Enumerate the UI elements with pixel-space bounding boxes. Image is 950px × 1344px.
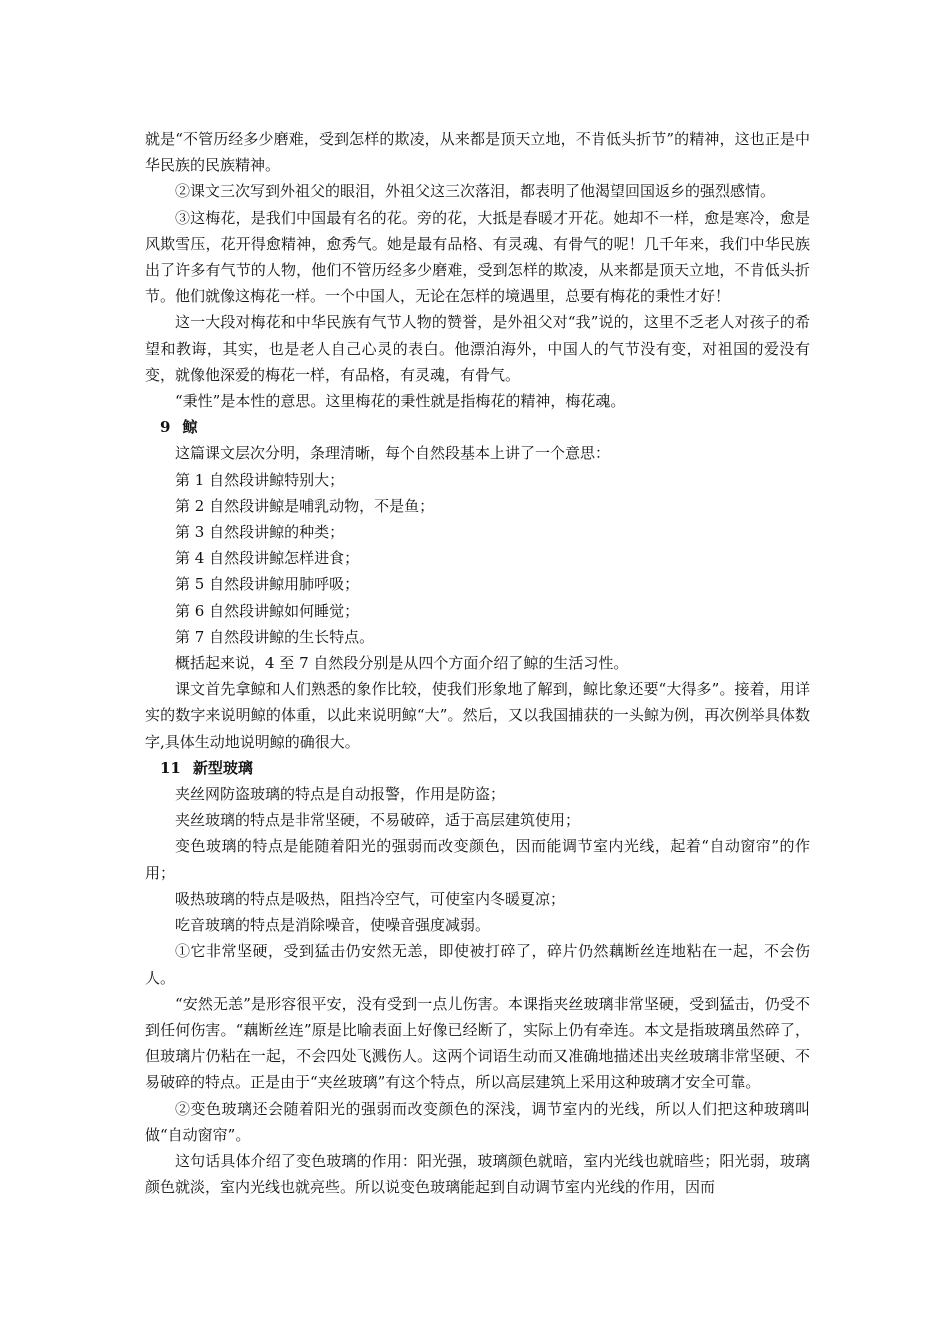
paragraph: ②变色玻璃还会随着阳光的强弱而改变颜色的深浅，调节室内的光线，所以人们把这种玻璃叫做“自动窗帘”。 xyxy=(145,1099,810,1144)
section-title: 鲸 xyxy=(182,418,198,437)
section-number: 11 xyxy=(160,758,181,777)
section-number: 9 xyxy=(160,418,171,437)
paragraph: ①它非常坚硬，受到猛击仍安然无恙，即使被打碎了，碎片仍然藕断丝连地粘在一起，不会伤人。 xyxy=(145,942,810,987)
list-item: 第 4 自然段讲鲸怎样进食； xyxy=(175,549,360,568)
section-heading-whale xyxy=(145,414,810,440)
list-item: 第 3 自然段讲鲸的种类； xyxy=(175,523,345,542)
paragraph: 吃音玻璃的特点是消除噪音，使噪音强度减弱。 xyxy=(175,916,491,935)
paragraph: 概括起来说，4 至 7 自然段分别是从四个方面介绍了鲸的生活习性。 xyxy=(175,654,629,673)
list-item: 第 5 自然段讲鲸用肺呼吸； xyxy=(175,575,360,594)
paragraph: 这一大段对梅花和中华民族有气节人物的赞誉，是外祖父对“我”说的，这里不乏老人对孩子的希望和教诲，其实，也是老人自己心灵的表白。他漂泊海外，中国人的气节没有变，对祖国的爱没有变，就像他深爱的梅花一样，有品格，有灵魂，有骨气。 xyxy=(145,313,810,384)
paragraph: 变色玻璃的特点是能随着阳光的强弱而改变颜色，因而能调节室内光线，起着“自动窗帘”的作用； xyxy=(145,837,810,882)
document-page xyxy=(145,126,810,1200)
paragraph: “秉性”是本性的意思。这里梅花的秉性就是指梅花的精神，梅花魂。 xyxy=(175,392,626,411)
paragraph: 这篇课文层次分明，条理清晰，每个自然段基本上讲了一个意思： xyxy=(175,444,611,463)
paragraph: 课文首先拿鲸和人们熟悉的象作比较，使我们形象地了解到，鲸比象还要“大得多”。接着，用详实的数字来说明鲸的体重，以此来说明鲸“大”。然后，又以我国捕获的一头鲸为例，再次例举具体数字,具体生动地说明鲸的确很大。 xyxy=(145,680,810,751)
section-heading-new-glass xyxy=(145,755,810,781)
paragraph: 夹丝网防盗玻璃的特点是自动报警，作用是防盗； xyxy=(175,785,506,804)
paragraph: “安然无恙”是形容很平安，没有受到一点儿伤害。本课指夹丝玻璃非常坚硬，受到猛击，仍受不到任何伤害。“藕断丝连”原是比喻表面上好像已经断了，实际上仍有牵连。本文是指玻璃虽然碎了，但玻璃片仍粘在一起，不会四处飞溅伤人。这两个词语生动而又准确地描述出夹丝玻璃非常坚硬、不易破碎的特点。正是由于“夹丝玻璃”有这个特点，所以高层建筑上采用这种玻璃才安全可靠。 xyxy=(145,994,810,1092)
paragraph: 就是“不管历经多少磨难，受到怎样的欺凌，从来都是顶天立地，不肯低头折节”的精神，这也正是中华民族的民族精神。 xyxy=(145,130,810,175)
paragraph: ③这梅花，是我们中国最有名的花。旁的花，大抵是春暖才开花。她却不一样，愈是寒冷，愈是风欺雪压，花开得愈精神，愈秀气。她是最有品格、有灵魂、有骨气的呢！几千年来，我们中华民族出了许多有气节的人物，他们不管历经多少磨难，受到怎样的欺凌，从来都是顶天立地，不肯低头折节。他们就像这梅花一样。一个中国人，无论在怎样的境遇里，总要有梅花的秉性才好！ xyxy=(145,208,810,306)
paragraph: 吸热玻璃的特点是吸热，阻挡冷空气，可使室内冬暖夏凉； xyxy=(175,889,566,908)
list-item: 第 2 自然段讲鲸是哺乳动物，不是鱼； xyxy=(175,496,435,515)
paragraph: 夹丝玻璃的特点是非常坚硬，不易破碎，适于高层建筑使用； xyxy=(175,811,581,830)
list-item: 第 1 自然段讲鲸特别大； xyxy=(175,470,345,489)
paragraph: ②课文三次写到外祖父的眼泪，外祖父这三次落泪，都表明了他渴望回国返乡的强烈感情。 xyxy=(175,182,776,201)
section-title: 新型玻璃 xyxy=(192,758,253,777)
list-item: 第 6 自然段讲鲸如何睡觉； xyxy=(175,601,360,620)
paragraph: 这句话具体介绍了变色玻璃的作用：阳光强，玻璃颜色就暗，室内光线也就暗些；阳光弱，玻璃颜色就淡，室内光线也就亮些。所以说变色玻璃能起到自动调节室内光线的作用，因而 xyxy=(145,1151,810,1197)
list-item: 第 7 自然段讲鲸的生长特点。 xyxy=(175,627,375,646)
